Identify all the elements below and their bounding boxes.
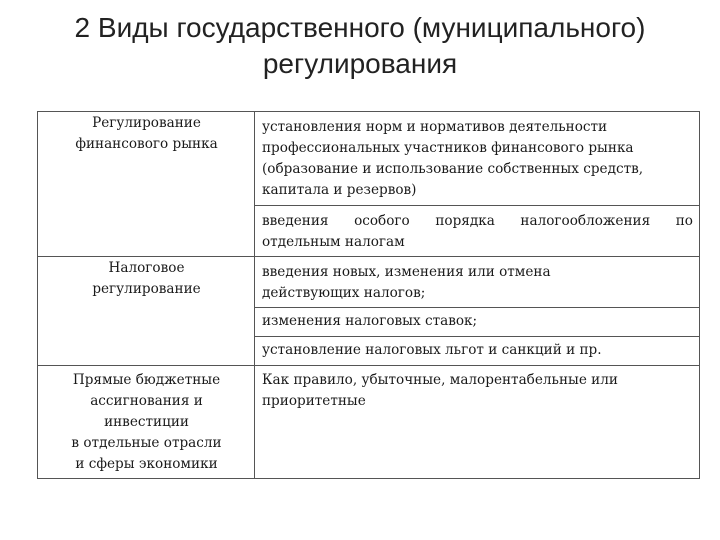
measure-cell xyxy=(255,337,700,366)
category-line: ассигнования и xyxy=(90,393,203,409)
table-row xyxy=(38,257,700,308)
measure-line: Как правило, убыточные, малорентабельные или xyxy=(262,372,618,388)
measure-line: установления норм и нормативов деятельности xyxy=(262,119,608,135)
page-title xyxy=(20,10,700,82)
measure-cell xyxy=(255,206,700,257)
measure-line: профессиональных участников финансового рынка xyxy=(262,140,634,156)
measure-line: введения особого порядка налогообложения по xyxy=(262,213,693,229)
page-title-line-1: 2 Виды государственного (муниципального) xyxy=(74,12,646,43)
measure-line: изменения налоговых ставок; xyxy=(262,313,478,329)
measure-line: (образование и использование собственных средств, xyxy=(262,161,644,177)
measure-cell xyxy=(255,366,700,479)
table-row xyxy=(38,112,700,206)
page-title-line-2: регулирования xyxy=(262,48,458,79)
measure-line: установление налоговых льгот и санкций и пр. xyxy=(262,342,602,358)
measure-cell xyxy=(255,112,700,206)
category-cell-financial-market xyxy=(38,112,255,257)
table-row xyxy=(38,366,700,479)
category-line: инвестиции xyxy=(104,414,189,430)
category-cell-direct-budget-allocations xyxy=(38,366,255,479)
measure-line: действующих налогов; xyxy=(262,285,426,301)
category-line: и сферы экономики xyxy=(75,456,218,472)
category-line: в отдельные отрасли xyxy=(71,435,222,451)
measure-line: капитала и резервов) xyxy=(262,182,417,198)
category-line: Прямые бюджетные xyxy=(72,372,221,388)
measure-cell xyxy=(255,257,700,308)
category-line: регулирование xyxy=(92,281,201,297)
measure-line: отдельным налогам xyxy=(262,234,405,250)
category-cell-tax-regulation xyxy=(38,257,255,366)
measure-cell xyxy=(255,308,700,337)
measure-line: введения новых, изменения или отмена xyxy=(262,264,551,280)
regulation-types-table xyxy=(37,111,700,479)
category-line: финансового рынка xyxy=(75,136,218,152)
measure-line: приоритетные xyxy=(262,393,366,409)
category-line: Регулирование xyxy=(92,115,201,131)
category-line: Налоговое xyxy=(108,260,185,276)
